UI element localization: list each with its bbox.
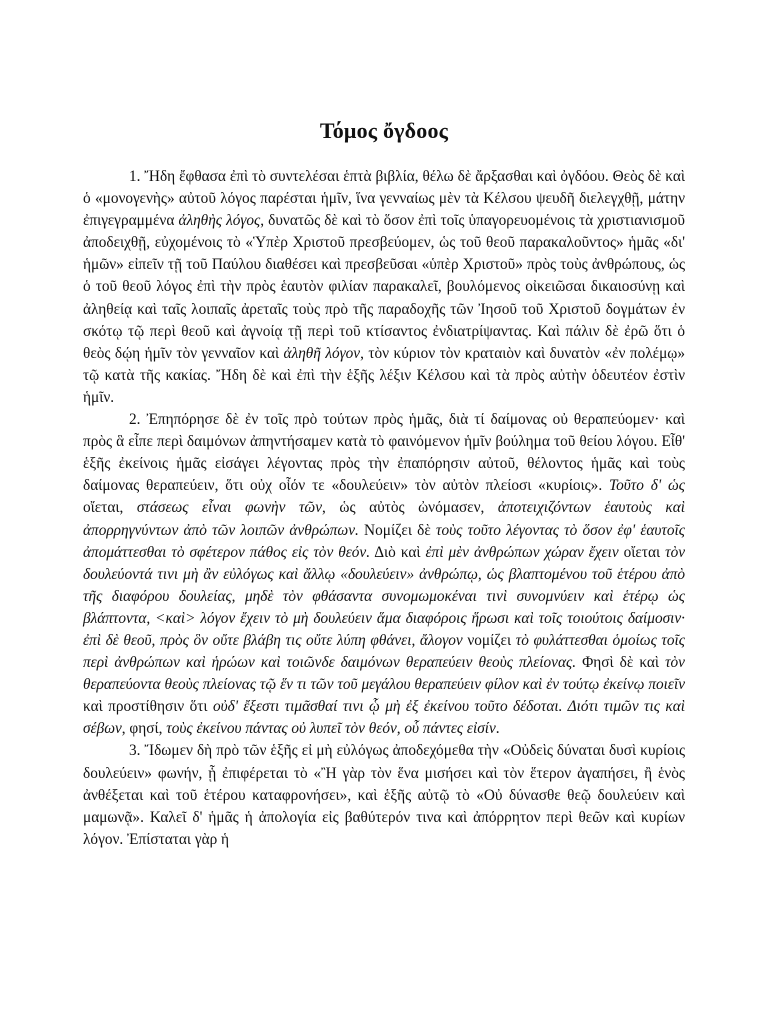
italic-quote-segment: τοὺς ἐκείνου πάντας οὐ λυπεῖ τὸν θεόν, οὗ πάντες εἰσίν <box>166 720 496 738</box>
text-segment: Φησὶ δὲ καὶ <box>576 654 666 672</box>
paragraph-1 <box>83 166 685 409</box>
italic-quote-segment: τὸν θεραπεύοντα θεοὺς πλείονας τῷ ἕν τι τῶν τοῦ μεγάλου θεραπεύειν φίλον καὶ ἐν τούτῳ ἐκείνῳ ποιεῖν <box>83 654 685 694</box>
italic-quote-segment: ἀποτειχιζόντων ἑαυτοὺς καὶ ἀπορρηγνύντων ἀπὸ τῶν λοιπῶν ἀνθρώπων. <box>83 499 685 539</box>
italic-quote-segment: Τοῦτο δ' ὡς <box>609 477 685 495</box>
italic-quote-segment: ἐπὶ μὲν ἀνθρώπων χώραν ἔχειν <box>425 543 619 561</box>
italic-quote-segment: τοὺς τοῦτο λέγοντας τὸ ὅσον ἐφ' ἑαυτοῖς ἀπομάττεσθαι τὸ σφέτερον πάθος εἰς τὸν θεόν. <box>83 521 686 561</box>
italic-quote-segment: οὐδ' ἔξεστι τιμᾶσθαί τινι ᾧ μὴ ἐξ ἐκείνου τοῦτο δέδοται. Διότι τιμῶν τις καὶ σέβων <box>83 698 685 738</box>
italic-quote-segment: τὸν δουλεύοντά τινι μὴ ἂν εὐλόγως καὶ ἄλλῳ «δουλεύειν» ἀνθρώπῳ, ὡς βλαπτομένου τοῦ ἑτέρου ἀπὸ τῆς διαφόρου δουλείας, μηδὲ τὸν φθάσαντα συνομωμοκέναι τινὶ συνομνύειν καὶ ἑτέρῳ ὡς βλάπτοντα, <καὶ> λόγον ἔχειν τὸ μὴ δουλεύειν ἅμα διαφόροις ἥρωσι καὶ τοῖς τοιούτοις δαίμοσιν· ἐπὶ δὲ θεοῦ, πρὸς ὃν οὔτε βλάβη τις οὔτε λύπη φθάνει, ἄλογον <box>83 543 686 649</box>
paragraph-2 <box>83 409 685 740</box>
italic-quote-segment: ἀληθὴς λόγος <box>178 212 261 230</box>
text-segment: Νομίζει δὲ <box>358 521 437 539</box>
text-segment: , φησί, <box>121 720 167 738</box>
italic-quote-segment: τὸ φυλάττεσθαι ὁμοίως τοῖς περὶ ἀνθρώπων καὶ ἡρώων καὶ τοιῶνδε δαιμόνων θεραπεύειν θεοὺς πλείονας. <box>83 631 686 672</box>
text-segment: 1. Ἤδη ἔφθασα ἐπὶ τὸ συντελέσαι ἑπτὰ βιβλία, θέλω δὲ ἄρξασθαι καὶ ὀγδόου. Θεὸς δὲ καὶ ὁ «μονογενὴς» αὐτοῦ λόγος παρέσται ἡμῖν, ἵνα γενναίως μὲν τὰ Κέλσου ψευδῆ διελεγχθῇ, μάτην ἐπιγεγραμμένα <box>83 168 685 230</box>
text-segment: καὶ προστίθησιν ὅτι <box>83 698 213 716</box>
text-segment: , δυνατῶς δὲ καὶ τὸ ὅσον ἐπὶ τοῖς ὑπαγορευομένοις τὰ χριστιανισμοῦ ἀποδειχθῇ, εὐχομένοις τὸ «Ὑπὲρ Χριστοῦ πρεσβεύομεν, ὡς τοῦ θεοῦ παρακαλοῦντος» ἡμᾶς «δι' ἡμῶν» εἰπεῖν τῇ τοῦ Παύλου διαθέσει καὶ πρεσβεῦσαι «ὑπὲρ Χριστοῦ» πρὸς τοὺς ἀνθρώπους, ὡς ὁ τοῦ θεοῦ λόγος ἐπὶ τὴν πρὸς ἑαυτὸν φιλίαν παρακαλεῖ, βουλόμενος οἰκειῶσαι δικαιοσύνῃ καὶ ἀληθείᾳ καὶ ταῖς λοιπαῖς ἀρεταῖς τοὺς πρὸ τῆς παραδοχῆς τῶν Ἰησοῦ τοῦ Χριστοῦ δογμάτων ἐν σκότῳ τῷ περὶ θεοῦ καὶ ἀγνοίᾳ τῇ περὶ τοῦ κτίσαντος ἐνδιατρίψαντας. Καὶ πάλιν δὲ ἐρῶ ὅτι ὁ θεὸς δῴη ἡμῖν τὸν γενναῖον καὶ <box>83 212 685 362</box>
text-segment: οἴεται, <box>83 499 137 517</box>
text-segment: , ὡς αὐτὸς ὠνόμασεν, <box>322 499 498 517</box>
document-body <box>83 166 685 851</box>
italic-quote-segment: ἀληθῆ λόγον <box>283 344 361 362</box>
text-segment: νομίζει <box>462 631 516 649</box>
paragraph-3 <box>83 740 685 850</box>
text-segment: , τὸν κύριον τὸν κραταιὸν καὶ δυνατὸν «ἐν πολέμῳ» τῷ κατὰ τῆς κακίας. Ἤδη δὲ καὶ ἐπὶ τὴν ἑξῆς λέξιν Κέλσου καὶ τὰ πρὸς αὐτὴν ὁδευτέον ἐστὶν ἡμῖν. <box>83 344 685 406</box>
text-segment: οἴεται <box>618 543 666 561</box>
text-segment: 3. Ἴδωμεν δὴ πρὸ τῶν ἑξῆς εἰ μὴ εὐλόγως ἀποδεχόμεθα τὴν «Οὐδεὶς δύναται δυσὶ κυρίοις δουλεύειν» φωνήν, ᾗ ἐπιφέρεται τὸ «Ἢ γὰρ τὸν ἕνα μισήσει καὶ τὸν ἕτερον ἀγαπήσει, ἢ ἑνὸς ἀνθέξεται καὶ τοῦ ἑτέρου καταφρονήσει», καὶ ἑξῆς αὐτῷ τὸ «Οὐ δύνασθε θεῷ δουλεύειν καὶ μαμωνᾷ». Καλεῖ δ' ἡμᾶς ἡ ἀπολογία εἰς βαθύτερόν τινα καὶ ἀπόρρητον περὶ θεῶν καὶ κυρίων λόγον. Ἐπίσταται γὰρ ἡ <box>83 742 685 848</box>
italic-quote-segment: στάσεως εἶναι φωνὴν τῶν <box>136 499 323 517</box>
text-segment: . <box>495 720 500 738</box>
page-title: Τόμος ὄγδοος <box>319 118 449 143</box>
text-segment: 2. Ἐπηπόρησε δὲ ἐν τοῖς πρὸ τούτων πρὸς ἡμᾶς, διὰ τί δαίμονας οὐ θεραπεύομεν· καὶ πρὸς ἃ εἶπε περὶ δαιμόνων ἀπηντήσαμεν κατὰ τὸ φαινόμενον ἡμῖν βούλημα τοῦ θείου λόγου. Εἶθ' ἑξῆς ἐκείνοις ἡμᾶς εἰσάγει λέγοντας πρὸς τὴν ἐπαπόρησιν αὐτοῦ, θέλοντος ἡμᾶς καὶ τοὺς δαίμονας θεραπεύειν, ὅτι οὐχ οἷόν τε «δουλεύειν» τὸν αὐτὸν πλείοσι «κυρίοις». <box>83 411 685 495</box>
text-segment: Διὸ καὶ <box>370 543 426 561</box>
